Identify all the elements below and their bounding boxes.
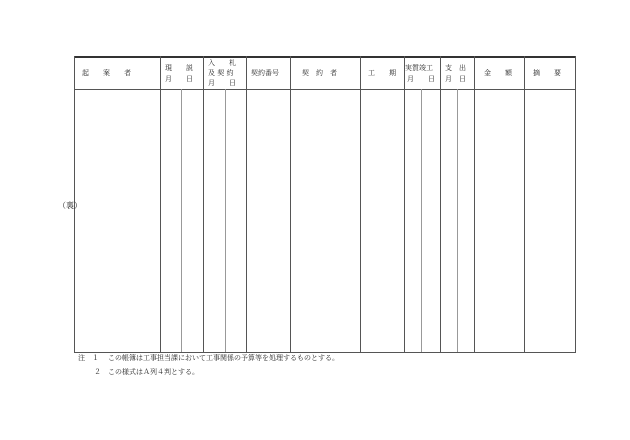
ledger-table — [74, 56, 576, 353]
header-tekiyo: 摘 要 — [533, 69, 561, 77]
column-divider — [524, 56, 525, 352]
column-divider — [246, 56, 247, 352]
column-divider — [160, 56, 161, 352]
header-keiyakusha: 契 約 者 — [302, 69, 337, 77]
header-nyusatsu-mid: 及 契 約 — [208, 69, 234, 77]
column-divider — [404, 56, 405, 352]
header-keiyaku-no: 契約番号 — [251, 69, 279, 77]
header-nyusatsu-top: 入 札 — [208, 59, 236, 67]
note-2-text: この様式はＡ列４判とする。 — [108, 368, 199, 376]
column-divider — [421, 89, 422, 352]
column-divider — [575, 56, 576, 352]
header-koki: 工 期 — [368, 69, 396, 77]
column-divider — [440, 56, 441, 352]
header-kian: 起 案 者 — [82, 69, 131, 77]
header-divider — [74, 89, 576, 90]
header-kingaku: 金 額 — [484, 69, 512, 77]
header-shishutsu-top: 支 出 — [445, 64, 466, 72]
column-divider — [290, 56, 291, 352]
header-jisshi-top: 実質竣工 — [405, 64, 433, 72]
header-nyusatsu-bottom: 月 日 — [208, 79, 236, 87]
column-divider — [474, 56, 475, 352]
note-2-label: ２ — [94, 368, 101, 376]
header-shishutsu-bottom: 月 日 — [445, 75, 466, 83]
note-1-text: この帳簿は工事担当課において工事関係の予算等を処理するものとする。 — [108, 354, 339, 362]
column-divider — [203, 56, 204, 352]
header-genkei-bottom: 月 日 — [165, 75, 193, 83]
column-divider — [457, 89, 458, 352]
header-genkei-top: 現 説 — [165, 64, 193, 72]
column-divider — [225, 89, 226, 352]
note-1-label: 注 １ — [78, 354, 99, 362]
side-label: （裏） — [58, 201, 82, 210]
column-divider — [360, 56, 361, 352]
column-divider — [181, 89, 182, 352]
header-jisshi-bottom: 月 日 — [407, 75, 435, 83]
